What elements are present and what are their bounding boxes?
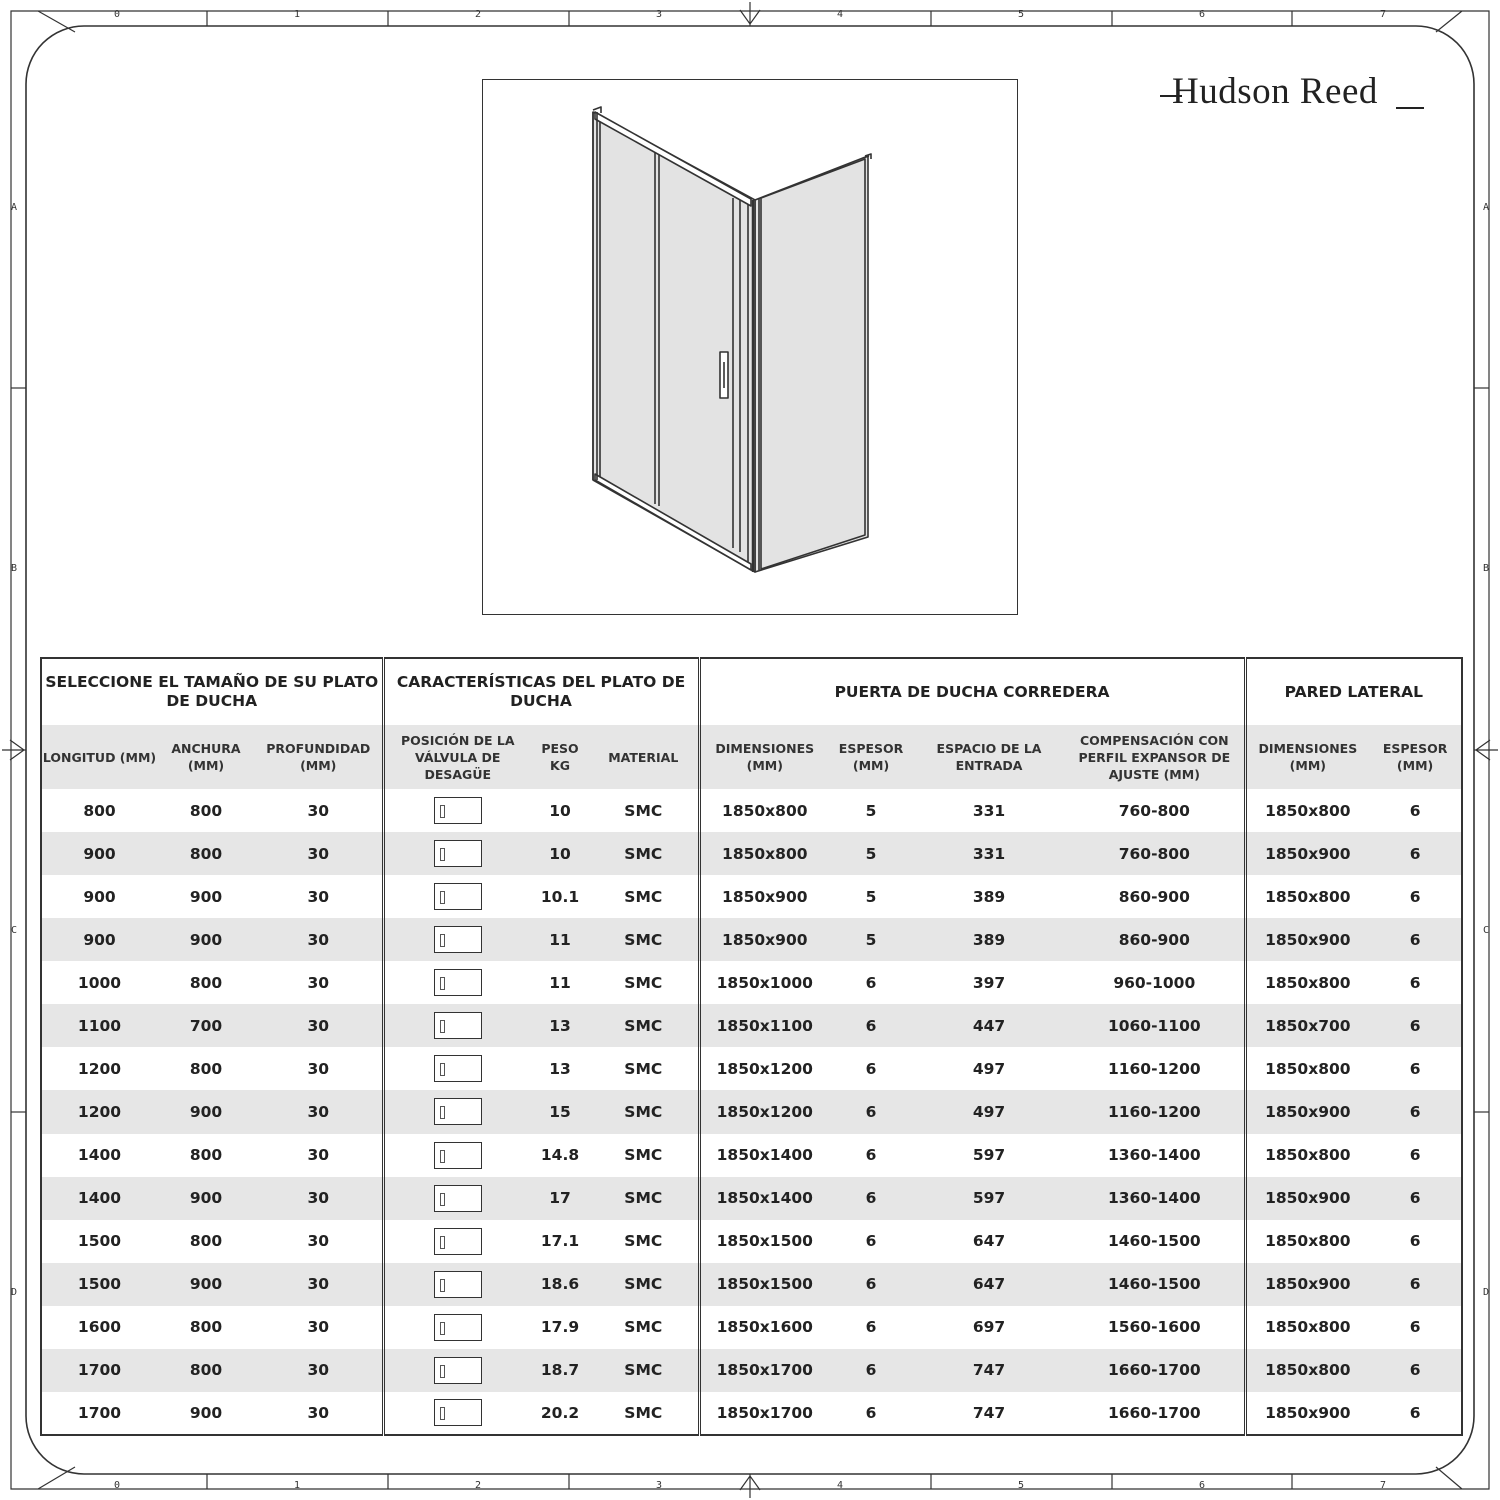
- cell-door-dimensions: 1850x1200: [699, 1090, 829, 1133]
- zone-col-4-bottom: 4: [836, 1480, 844, 1491]
- cell-adjustment: 1460-1500: [1065, 1263, 1245, 1306]
- cell-weight: 13: [549, 1059, 571, 1078]
- cell-entry-space: 647: [913, 1263, 1065, 1306]
- cell-weight: 14.8: [540, 1146, 580, 1165]
- cell-adjustment: 1660-1700: [1065, 1349, 1245, 1392]
- cell-weight: 20.2: [540, 1403, 580, 1422]
- col-header-valve-position: POSICIÓN DE LA VÁLVULA DE DESAGÜE: [383, 725, 531, 789]
- cell-panel-dimensions: 1850x800: [1245, 1220, 1369, 1263]
- col-header-door-thickness: ESPESOR (MM): [829, 725, 913, 789]
- group-sliding-door: PUERTA DE DUCHA CORREDERA: [699, 658, 1245, 725]
- cell-depth: 30: [255, 918, 383, 961]
- zone-col-1-top: 1: [293, 9, 301, 20]
- cell-valve-position: [383, 1004, 531, 1047]
- cell-panel-dimensions: 1850x800: [1245, 1349, 1369, 1392]
- cell-weight: 17.9: [540, 1318, 580, 1337]
- cell-material: SMC: [624, 1232, 663, 1251]
- cell-material: SMC: [624, 1059, 663, 1078]
- cell-depth: 30: [307, 1059, 330, 1078]
- cell-entry-space: 389: [913, 918, 1065, 961]
- table-row: [41, 832, 1462, 875]
- cell-depth: 30: [255, 832, 383, 875]
- cell-width: 800: [157, 1349, 255, 1392]
- cell-width: 800: [189, 801, 223, 820]
- cell-width: 900: [157, 918, 255, 961]
- cell-length: 1100: [41, 1004, 157, 1047]
- cell-depth: 30: [307, 1318, 330, 1337]
- column-header-row: [41, 725, 1462, 789]
- cell-panel-dimensions: 1850x900: [1245, 1177, 1369, 1220]
- col-header-length: LONGITUD (MM): [41, 725, 157, 789]
- cell-panel-thickness: 6: [1369, 1263, 1462, 1306]
- valve-position-icon: [434, 1185, 482, 1212]
- cell-length: 900: [83, 887, 116, 906]
- group-header-row: [41, 658, 1462, 725]
- cell-weight: 13: [531, 1004, 589, 1047]
- cell-width: 800: [189, 1059, 223, 1078]
- cell-material: SMC: [589, 918, 699, 961]
- cell-panel-thickness: 6: [1369, 1177, 1462, 1220]
- table-row: [41, 1004, 1462, 1047]
- zone-col-3-top: 3: [655, 9, 663, 20]
- zone-col-4-top: 4: [836, 9, 844, 20]
- valve-position-icon: [434, 926, 482, 953]
- valve-position-icon: [434, 840, 482, 867]
- cell-length: 1200: [41, 1090, 157, 1133]
- cell-length: 1700: [41, 1349, 157, 1392]
- table-row: [41, 1090, 1462, 1133]
- table-row: [41, 1349, 1462, 1392]
- table-body: [41, 789, 1462, 1435]
- cell-width: 900: [157, 1263, 255, 1306]
- valve-position-icon: [434, 1142, 482, 1169]
- cell-width: 900: [189, 887, 223, 906]
- cell-weight: 10: [531, 832, 589, 875]
- cell-panel-dimensions: 1850x800: [1245, 789, 1369, 832]
- cell-adjustment: 1160-1200: [1107, 1059, 1201, 1078]
- table-row: [41, 1177, 1462, 1220]
- group-shower-tray-size: SELECCIONE EL TAMAÑO DE SU PLATO DE DUCHA: [41, 658, 383, 725]
- sliding-shower-enclosure-icon: [483, 80, 1017, 614]
- zone-row-a-left: A: [10, 202, 18, 213]
- cell-panel-dimensions: 1850x700: [1245, 1004, 1369, 1047]
- cell-entry-space: 697: [972, 1318, 1006, 1337]
- cell-panel-thickness: 6: [1409, 887, 1421, 906]
- table-row: [41, 1306, 1462, 1349]
- cell-depth: 30: [255, 1004, 383, 1047]
- zone-col-1-bottom: 1: [293, 1480, 301, 1491]
- cell-panel-thickness: 6: [1409, 1232, 1421, 1251]
- valve-position-icon: [434, 1271, 482, 1298]
- cell-door-thickness: 6: [865, 1232, 877, 1251]
- cell-material: SMC: [624, 1318, 663, 1337]
- cell-door-dimensions: 1850x1500: [699, 1220, 829, 1263]
- cell-adjustment: 860-900: [1065, 918, 1245, 961]
- cell-valve-position: [383, 1349, 531, 1392]
- specification-table: [40, 657, 1463, 1436]
- col-header-panel-dimensions: DIMENSIONES (MM): [1245, 725, 1369, 789]
- cell-weight: 15: [531, 1090, 589, 1133]
- cell-door-dimensions: 1850x1100: [699, 1004, 829, 1047]
- cell-door-dimensions: 1850x900: [699, 875, 829, 918]
- cell-panel-thickness: 6: [1409, 1059, 1421, 1078]
- cell-entry-space: 331: [972, 801, 1006, 820]
- zone-row-a-right: A: [1482, 202, 1490, 213]
- zone-col-2-bottom: 2: [474, 1480, 482, 1491]
- cell-adjustment: 860-900: [1118, 887, 1190, 906]
- cell-width: 800: [189, 1232, 223, 1251]
- cell-weight: 18.7: [531, 1349, 589, 1392]
- cell-door-dimensions: 1850x1400: [699, 1134, 829, 1177]
- cell-entry-space: 597: [972, 1146, 1006, 1165]
- cell-door-thickness: 6: [829, 1090, 913, 1133]
- cell-door-thickness: 5: [829, 918, 913, 961]
- cell-door-thickness: 6: [829, 1177, 913, 1220]
- cell-panel-dimensions: 1850x900: [1245, 1263, 1369, 1306]
- valve-position-icon: [434, 797, 482, 824]
- logo-bar-right: [1396, 107, 1424, 109]
- col-header-panel-thickness: ESPESOR (MM): [1369, 725, 1462, 789]
- cell-length: 1000: [77, 973, 122, 992]
- zone-row-d-left: D: [10, 1287, 18, 1298]
- cell-length: 1400: [41, 1177, 157, 1220]
- cell-entry-space: 597: [913, 1177, 1065, 1220]
- cell-width: 700: [157, 1004, 255, 1047]
- table-row: [41, 1134, 1462, 1177]
- cell-door-thickness: 6: [865, 1403, 877, 1422]
- cell-valve-position: [383, 832, 531, 875]
- cell-panel-dimensions: 1850x800: [1245, 1306, 1369, 1349]
- cell-valve-position: [383, 1392, 531, 1435]
- col-header-weight: PESO KG: [531, 725, 589, 789]
- cell-door-thickness: 6: [829, 1349, 913, 1392]
- valve-position-icon: [434, 1314, 482, 1341]
- cell-adjustment: 1360-1400: [1107, 1146, 1201, 1165]
- cell-valve-position: [383, 1263, 531, 1306]
- zone-col-6-top: 6: [1198, 9, 1206, 20]
- cell-adjustment: 1160-1200: [1065, 1090, 1245, 1133]
- cell-depth: 30: [255, 1349, 383, 1392]
- cell-valve-position: [383, 961, 531, 1004]
- cell-material: SMC: [589, 1004, 699, 1047]
- valve-position-icon: [434, 1012, 482, 1039]
- zone-col-6-bottom: 6: [1198, 1480, 1206, 1491]
- valve-position-icon: [434, 1357, 482, 1384]
- table-row: [41, 1392, 1462, 1435]
- cell-width: 800: [157, 832, 255, 875]
- zone-row-c-left: C: [10, 925, 18, 936]
- cell-length: 1400: [77, 1146, 122, 1165]
- cell-valve-position: [383, 875, 531, 918]
- cell-valve-position: [383, 1047, 531, 1090]
- zone-col-7-bottom: 7: [1379, 1480, 1387, 1491]
- cell-depth: 30: [307, 801, 330, 820]
- col-header-material: MATERIAL: [589, 725, 699, 789]
- zone-col-2-top: 2: [474, 9, 482, 20]
- cell-adjustment: 1460-1500: [1107, 1232, 1201, 1251]
- cell-depth: 30: [255, 1090, 383, 1133]
- table-row: [41, 875, 1462, 918]
- cell-material: SMC: [624, 1403, 663, 1422]
- cell-door-dimensions: 1850x800: [699, 832, 829, 875]
- cell-panel-thickness: 6: [1369, 832, 1462, 875]
- cell-entry-space: 647: [972, 1232, 1006, 1251]
- cell-weight: 18.6: [531, 1263, 589, 1306]
- cell-valve-position: [383, 789, 531, 832]
- cell-door-thickness: 6: [865, 1146, 877, 1165]
- cell-width: 900: [157, 1090, 255, 1133]
- group-tray-characteristics: CARACTERÍSTICAS DEL PLATO DE DUCHA: [383, 658, 699, 725]
- cell-length: 1600: [77, 1318, 122, 1337]
- table-row: [41, 961, 1462, 1004]
- cell-length: 900: [41, 832, 157, 875]
- cell-door-dimensions: 1850x900: [699, 918, 829, 961]
- cell-entry-space: 397: [972, 973, 1006, 992]
- cell-panel-dimensions: 1850x800: [1245, 961, 1369, 1004]
- cell-door-thickness: 6: [829, 1263, 913, 1306]
- cell-weight: 10.1: [540, 887, 580, 906]
- cell-weight: 11: [549, 973, 571, 992]
- cell-door-thickness: 6: [865, 1059, 877, 1078]
- col-header-door-dimensions: DIMENSIONES (MM): [699, 725, 829, 789]
- cell-weight: 11: [531, 918, 589, 961]
- table-row: [41, 789, 1462, 832]
- group-side-panel: PARED LATERAL: [1245, 658, 1462, 725]
- zone-row-d-right: D: [1482, 1287, 1490, 1298]
- cell-panel-thickness: 6: [1369, 918, 1462, 961]
- table-row: [41, 1047, 1462, 1090]
- cell-depth: 30: [307, 1146, 330, 1165]
- cell-length: 1500: [41, 1263, 157, 1306]
- cell-panel-dimensions: 1850x900: [1245, 1392, 1369, 1435]
- cell-panel-dimensions: 1850x900: [1245, 832, 1369, 875]
- cell-material: SMC: [624, 887, 663, 906]
- cell-valve-position: [383, 918, 531, 961]
- cell-panel-dimensions: 1850x900: [1245, 918, 1369, 961]
- cell-length: 1200: [77, 1059, 122, 1078]
- zone-row-b-left: B: [10, 563, 18, 574]
- zone-col-3-bottom: 3: [655, 1480, 663, 1491]
- cell-panel-thickness: 6: [1409, 973, 1421, 992]
- cell-door-dimensions: 1850x800: [699, 789, 829, 832]
- table-row: [41, 1220, 1462, 1263]
- zone-col-0-bottom: 0: [113, 1480, 121, 1491]
- cell-width: 800: [189, 1318, 223, 1337]
- cell-depth: 30: [307, 973, 330, 992]
- cell-door-thickness: 5: [865, 887, 877, 906]
- cell-material: SMC: [624, 973, 663, 992]
- cell-adjustment: 1360-1400: [1065, 1177, 1245, 1220]
- cell-door-dimensions: 1850x1600: [699, 1306, 829, 1349]
- cell-width: 900: [157, 1177, 255, 1220]
- cell-panel-dimensions: 1850x800: [1245, 875, 1369, 918]
- table-row: [41, 918, 1462, 961]
- cell-entry-space: 447: [913, 1004, 1065, 1047]
- zone-row-c-right: C: [1482, 925, 1490, 936]
- cell-valve-position: [383, 1306, 531, 1349]
- cell-material: SMC: [589, 1177, 699, 1220]
- valve-position-icon: [434, 1228, 482, 1255]
- cell-door-thickness: 5: [865, 801, 877, 820]
- cell-depth: 30: [307, 1403, 330, 1422]
- cell-adjustment: 960-1000: [1113, 973, 1196, 992]
- cell-door-dimensions: 1850x1000: [699, 961, 829, 1004]
- cell-adjustment: 760-800: [1118, 801, 1190, 820]
- cell-valve-position: [383, 1220, 531, 1263]
- cell-length: 1700: [77, 1403, 122, 1422]
- product-illustration: [482, 79, 1018, 615]
- col-header-entry-space: ESPACIO DE LA ENTRADA: [913, 725, 1065, 789]
- cell-length: 1500: [77, 1232, 122, 1251]
- cell-door-dimensions: 1850x1700: [699, 1392, 829, 1435]
- cell-door-thickness: 6: [829, 1004, 913, 1047]
- cell-door-dimensions: 1850x1700: [699, 1349, 829, 1392]
- cell-material: SMC: [589, 832, 699, 875]
- cell-door-dimensions: 1850x1500: [699, 1263, 829, 1306]
- cell-panel-thickness: 6: [1409, 1146, 1421, 1165]
- cell-door-dimensions: 1850x1400: [699, 1177, 829, 1220]
- brand-logo: [1160, 72, 1430, 112]
- cell-width: 800: [189, 1146, 223, 1165]
- cell-door-thickness: 5: [829, 832, 913, 875]
- zone-col-7-top: 7: [1379, 9, 1387, 20]
- cell-material: SMC: [624, 801, 663, 820]
- zone-row-b-right: B: [1482, 563, 1490, 574]
- valve-position-icon: [434, 1055, 482, 1082]
- cell-panel-thickness: 6: [1369, 1349, 1462, 1392]
- cell-adjustment: 1660-1700: [1107, 1403, 1201, 1422]
- cell-door-dimensions: 1850x1200: [699, 1047, 829, 1090]
- cell-material: SMC: [589, 1090, 699, 1133]
- brand-logo-text: Hudson Reed: [1172, 71, 1378, 112]
- cell-width: 900: [189, 1403, 223, 1422]
- cell-valve-position: [383, 1134, 531, 1177]
- cell-material: SMC: [589, 1349, 699, 1392]
- zone-col-5-top: 5: [1017, 9, 1025, 20]
- cell-panel-dimensions: 1850x900: [1245, 1090, 1369, 1133]
- valve-position-icon: [434, 883, 482, 910]
- cell-adjustment: 1060-1100: [1065, 1004, 1245, 1047]
- cell-depth: 30: [307, 887, 330, 906]
- cell-panel-dimensions: 1850x800: [1245, 1047, 1369, 1090]
- col-header-adjustment: COMPENSACIÓN CON PERFIL EXPANSOR DE AJUSTE (MM): [1065, 725, 1245, 789]
- cell-panel-thickness: 6: [1409, 1403, 1421, 1422]
- cell-panel-thickness: 6: [1369, 1004, 1462, 1047]
- cell-valve-position: [383, 1177, 531, 1220]
- col-header-width: ANCHURA (MM): [157, 725, 255, 789]
- cell-panel-thickness: 6: [1369, 1090, 1462, 1133]
- cell-depth: 30: [255, 1263, 383, 1306]
- cell-adjustment: 1560-1600: [1107, 1318, 1201, 1337]
- cell-panel-thickness: 6: [1409, 801, 1421, 820]
- cell-panel-dimensions: 1850x800: [1245, 1134, 1369, 1177]
- cell-door-thickness: 6: [865, 973, 877, 992]
- valve-position-icon: [434, 1399, 482, 1426]
- cell-entry-space: 331: [913, 832, 1065, 875]
- valve-position-icon: [434, 969, 482, 996]
- cell-weight: 17: [531, 1177, 589, 1220]
- cell-valve-position: [383, 1090, 531, 1133]
- cell-adjustment: 760-800: [1065, 832, 1245, 875]
- cell-length: 900: [41, 918, 157, 961]
- cell-length: 800: [83, 801, 116, 820]
- cell-material: SMC: [589, 1263, 699, 1306]
- cell-depth: 30: [307, 1232, 330, 1251]
- col-header-depth: PROFUNDIDAD (MM): [255, 725, 383, 789]
- zone-col-5-bottom: 5: [1017, 1480, 1025, 1491]
- cell-entry-space: 747: [913, 1349, 1065, 1392]
- cell-width: 800: [189, 973, 223, 992]
- cell-panel-thickness: 6: [1409, 1318, 1421, 1337]
- cell-entry-space: 747: [972, 1403, 1006, 1422]
- table-row: [41, 1263, 1462, 1306]
- cell-weight: 17.1: [540, 1232, 580, 1251]
- cell-material: SMC: [624, 1146, 663, 1165]
- cell-entry-space: 497: [972, 1059, 1006, 1078]
- valve-position-icon: [434, 1098, 482, 1125]
- cell-weight: 10: [549, 801, 571, 820]
- cell-entry-space: 389: [972, 887, 1006, 906]
- cell-entry-space: 497: [913, 1090, 1065, 1133]
- cell-depth: 30: [255, 1177, 383, 1220]
- cell-door-thickness: 6: [865, 1318, 877, 1337]
- zone-col-0-top: 0: [113, 9, 121, 20]
